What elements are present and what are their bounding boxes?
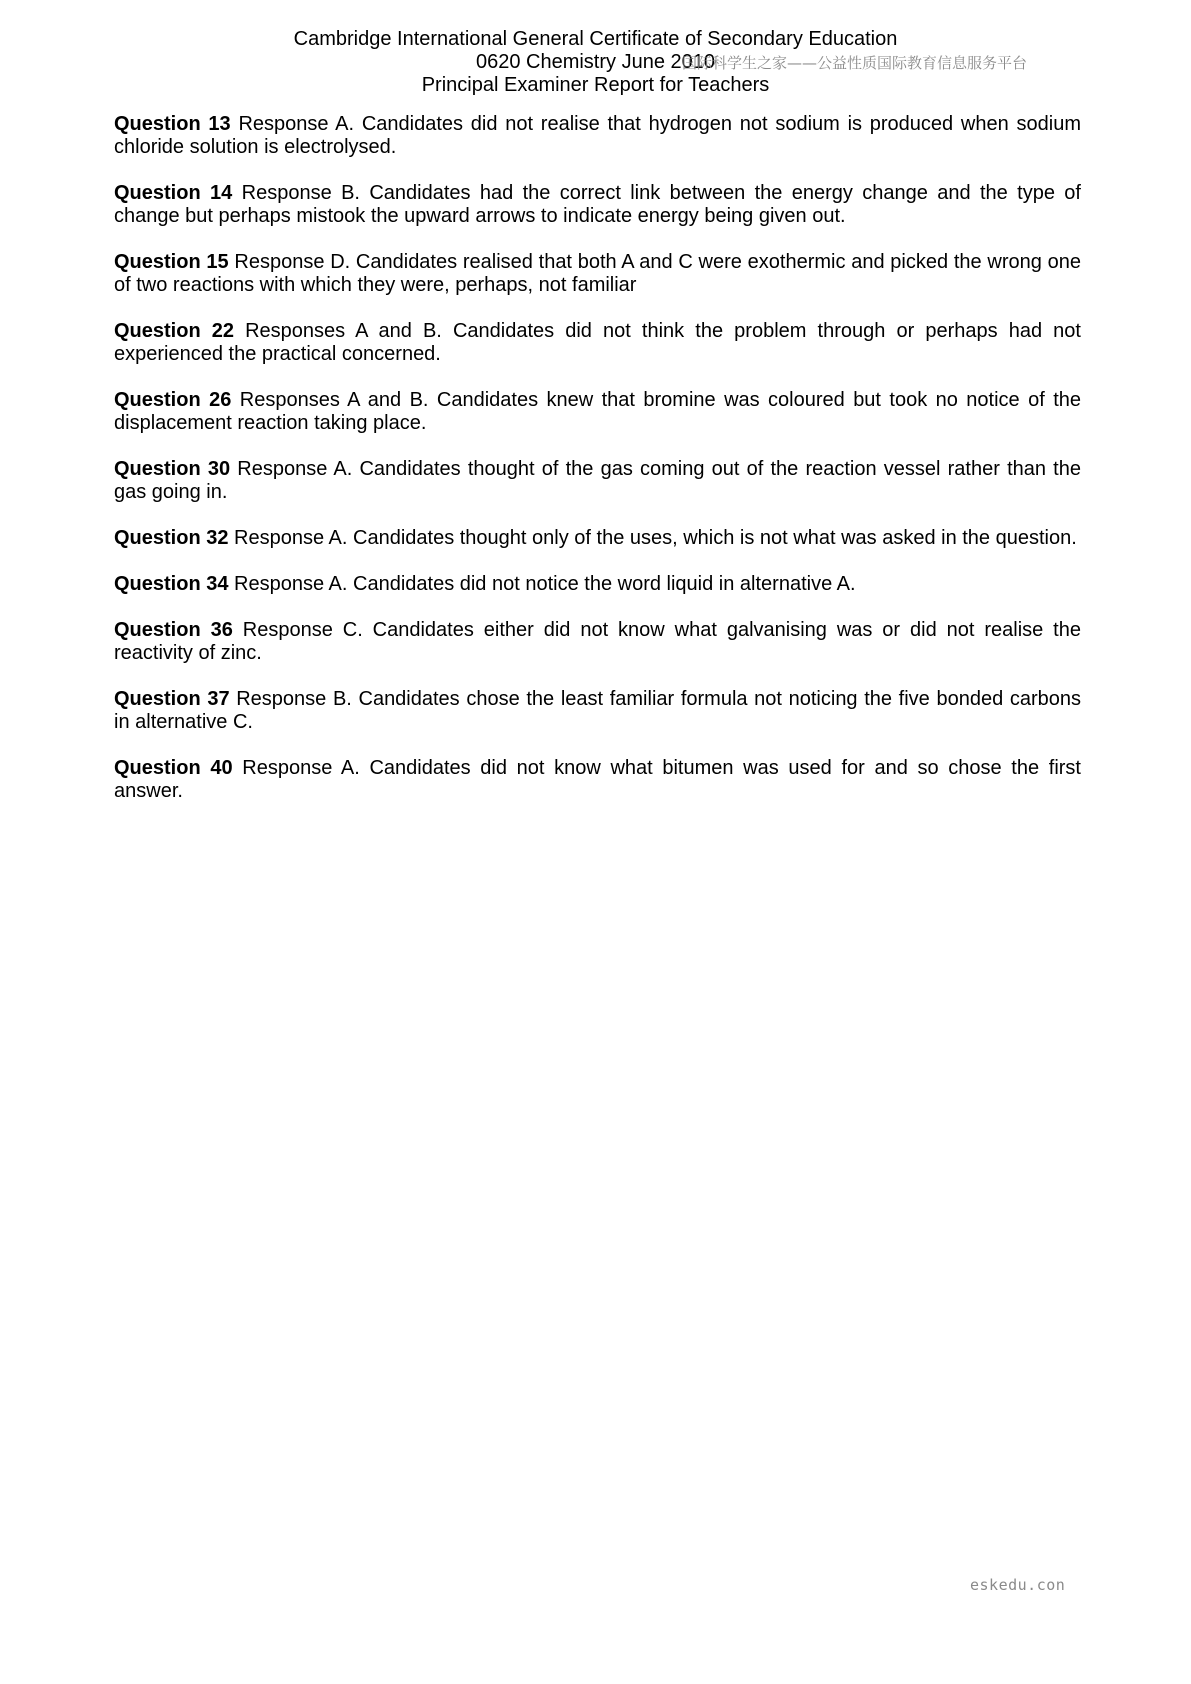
- question-label: Question 13: [114, 113, 231, 135]
- paragraph-question-37: [114, 688, 1081, 734]
- question-text: Responses A and B. Candidates knew that bromine was coloured but took no notice of the displacement reaction taking place.: [114, 389, 1081, 434]
- question-text: Response B. Candidates chose the least familiar formula not noticing the five bonded carbons in alternative C.: [114, 688, 1081, 733]
- question-text: Response A. Candidates did not know what bitumen was used for and so chose the first answer.: [114, 757, 1081, 802]
- question-label: Question 34: [114, 573, 229, 595]
- header-line-2: 0620 Chemistry June 2010: [475, 51, 716, 73]
- paragraph-question-13: [114, 113, 1081, 159]
- paragraph-question-26: [114, 389, 1081, 435]
- question-text: Response A. Candidates thought only of the uses, which is not what was asked in the question.: [228, 527, 1077, 549]
- watermark-bottom: eskedu.con: [970, 1576, 1066, 1594]
- question-text: Response B. Candidates had the correct link between the energy change and the type of change but perhaps mistook the upward arrows to indicate energy being given out.: [114, 182, 1081, 227]
- header-line-1: Cambridge International General Certificate of Secondary Education: [293, 28, 898, 50]
- paragraph-question-36: [114, 619, 1081, 665]
- question-label: Question 32: [114, 527, 229, 549]
- question-label: Question 22: [114, 320, 235, 342]
- paragraph-question-15: [114, 251, 1081, 297]
- question-text: Response C. Candidates either did not know what galvanising was or did not realise the reactivity of zinc.: [114, 619, 1081, 664]
- question-label: Question 36: [114, 619, 233, 641]
- paragraph-question-32: [114, 527, 1081, 550]
- paragraph-question-22: [114, 320, 1081, 366]
- question-label: Question 40: [114, 757, 233, 779]
- question-label: Question 15: [114, 251, 229, 273]
- paragraph-question-30: [114, 458, 1081, 504]
- paragraph-question-40: [114, 757, 1081, 803]
- header-line-3: Principal Examiner Report for Teachers: [421, 74, 770, 96]
- paragraph-question-14: [114, 182, 1081, 228]
- question-label: Question 30: [114, 458, 231, 480]
- question-text: Response A. Candidates did not realise that hydrogen not sodium is produced when sodium chloride solution is electrolysed.: [114, 113, 1081, 158]
- question-label: Question 37: [114, 688, 230, 710]
- question-label: Question 26: [114, 389, 232, 411]
- report-body: [114, 113, 1081, 826]
- question-text: Responses A and B. Candidates did not think the problem through or perhaps had not experienced the practical concerned.: [114, 320, 1081, 365]
- question-text: Response A. Candidates did not notice the word liquid in alternative A.: [228, 573, 856, 595]
- paragraph-question-34: [114, 573, 1081, 596]
- watermark-top: 国际科学生之家——公益性质国际教育信息服务平台: [682, 54, 1028, 72]
- question-text: Response D. Candidates realised that both A and C were exothermic and picked the wrong one of two reactions with which they were, perhaps, not familiar: [114, 251, 1081, 296]
- question-text: Response A. Candidates thought of the gas coming out of the reaction vessel rather than the gas going in.: [114, 458, 1081, 503]
- question-label: Question 14: [114, 182, 233, 204]
